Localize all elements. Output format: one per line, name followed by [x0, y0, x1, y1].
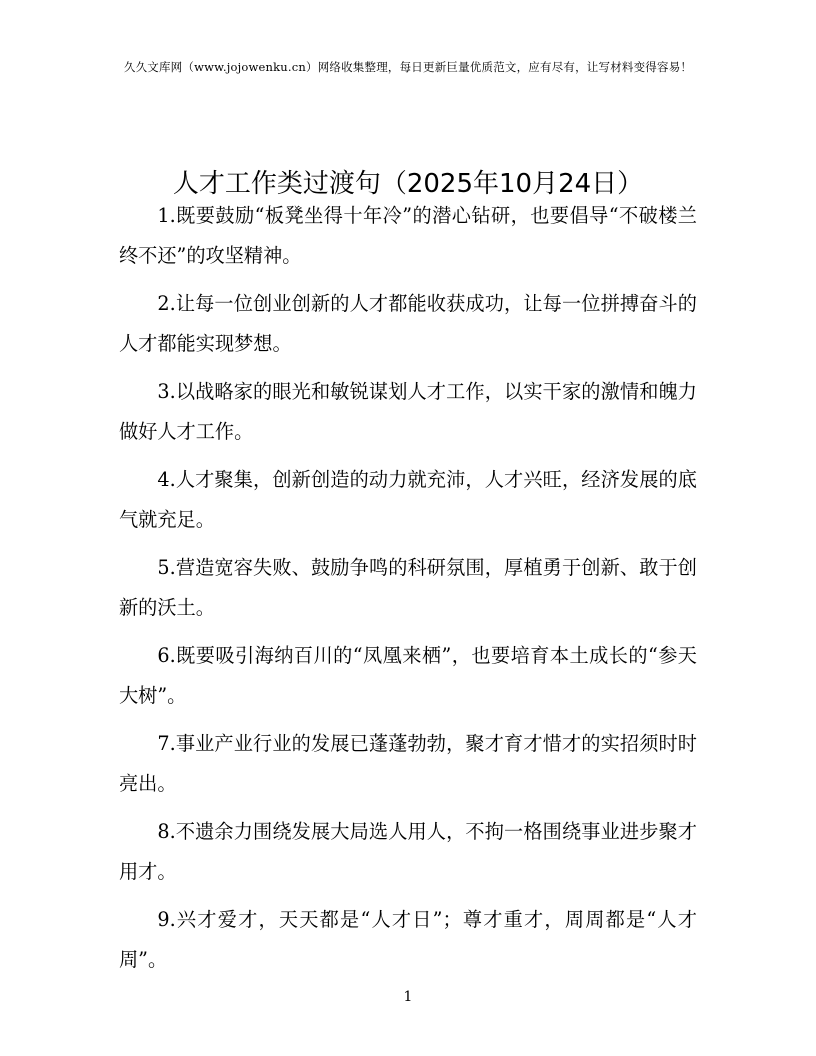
document-body — [119, 196, 697, 988]
page-number: 1 — [403, 989, 413, 1005]
paragraph-6: 6.既要吸引海纳百川的“凤凰来栖”，也要培育本土成长的“参天大树”。 — [119, 644, 697, 707]
paragraph-5: 5.营造宽容失败、鼓励争鸣的科研氛围，厚植勇于创新、敢于创新的沃土。 — [119, 556, 697, 619]
paragraph-1: 1.既要鼓励“板凳坐得十年冷”的潜心钻研，也要倡导“不破楼兰终不还”的攻坚精神。 — [119, 204, 697, 267]
paragraph-2: 2.让每一位创业创新的人才都能收获成功，让每一位拼搏奋斗的人才都能实现梦想。 — [119, 292, 697, 355]
paragraph-9: 9.兴才爱才，天天都是“人才日”；尊才重才，周周都是“人才周”。 — [119, 908, 697, 971]
document-title: 人才工作类过渡句（2025年10月24日） — [172, 169, 644, 200]
paragraph-7: 7.事业产业行业的发展已蓬蓬勃勃，聚才育才惜才的实招须时时亮出。 — [119, 732, 697, 795]
site-header-text: 久久文库网（www.jojowenku.cn）网络收集整理，每日更新巨量优质范文，应有尽有，让写材料变得容易！ — [123, 60, 693, 74]
paragraph-8: 8.不遗余力围绕发展大局选人用人，不拘一格围绕事业进步聚才用才。 — [119, 820, 697, 883]
paragraph-3: 3.以战略家的眼光和敏锐谋划人才工作，以实干家的激情和魄力做好人才工作。 — [119, 380, 697, 443]
paragraph-4: 4.人才聚集，创新创造的动力就充沛，人才兴旺，经济发展的底气就充足。 — [119, 468, 697, 531]
